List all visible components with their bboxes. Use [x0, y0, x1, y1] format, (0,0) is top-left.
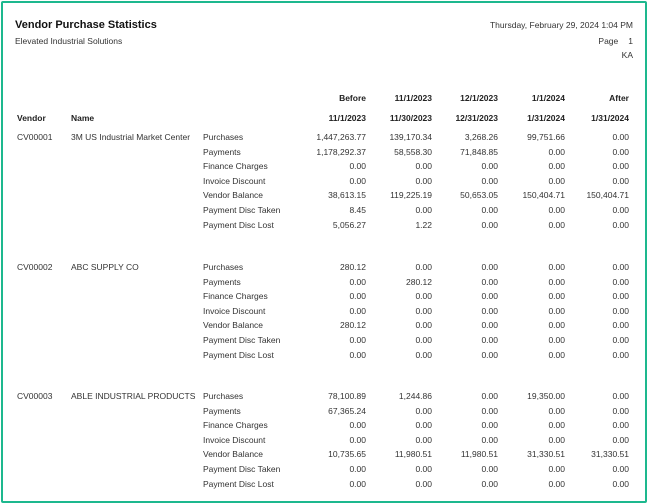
row-label: Vendor Balance [203, 190, 264, 201]
row-value: 0.00 [481, 464, 498, 474]
row-value: 0.00 [415, 262, 432, 272]
row-value: 0.00 [415, 320, 432, 331]
row-value: 0.00 [612, 205, 629, 215]
row-value: 0.00 [612, 262, 629, 272]
row-value: 0.00 [481, 205, 498, 215]
company-name: Elevated Industrial Solutions [15, 36, 123, 46]
row-label: Payment Disc Lost [203, 349, 274, 360]
row-value: 150,404.71 [586, 190, 629, 201]
row-value: 0.00 [548, 161, 565, 172]
row-label: Payment Disc Taken [203, 205, 281, 215]
row-value: 11,980.51 [394, 449, 432, 460]
row-value: 5,056.27 [332, 219, 366, 230]
row-value: 0.00 [349, 161, 366, 172]
user-initials: KA [621, 50, 633, 60]
row-label: Payment Disc Lost [203, 478, 274, 489]
column-header-period-1-bottom: 11/1/2023 [328, 113, 366, 123]
column-header-period-3-top: 12/1/2023 [460, 93, 498, 103]
row-value: 0.00 [349, 349, 366, 360]
page-number: 1 [628, 36, 633, 46]
row-value: 1,447,263.77 [316, 132, 366, 142]
row-label: Payments [203, 405, 241, 416]
row-value: 0.00 [612, 478, 629, 489]
row-value: 1,178,292.37 [316, 146, 366, 157]
row-value: 0.00 [612, 391, 629, 401]
row-value: 0.00 [548, 219, 565, 230]
row-value: 0.00 [481, 175, 498, 186]
row-value: 0.00 [612, 305, 629, 316]
column-header-period-1-top: Before [339, 93, 366, 103]
column-header-period-5-bottom: 1/31/2024 [591, 113, 629, 123]
row-value: 0.00 [349, 335, 366, 345]
vendor-name: 3M US Industrial Market Center [71, 132, 191, 142]
row-value: 0.00 [612, 161, 629, 172]
column-header-period-5-top: After [609, 93, 629, 103]
row-value: 0.00 [612, 420, 629, 431]
report-title: Vendor Purchase Statistics [15, 19, 157, 31]
row-value: 67,365.24 [328, 405, 366, 416]
row-value: 0.00 [612, 146, 629, 157]
row-value: 1.22 [415, 219, 432, 230]
row-value: 31,330.51 [527, 449, 565, 460]
row-value: 0.00 [481, 262, 498, 272]
row-value: 0.00 [415, 161, 432, 172]
row-value: 0.00 [349, 420, 366, 431]
row-label: Purchases [203, 391, 244, 401]
row-value: 0.00 [548, 464, 565, 474]
row-label: Purchases [203, 132, 244, 142]
vendor-name: ABC SUPPLY CO [71, 262, 139, 272]
row-value: 0.00 [481, 478, 498, 489]
row-value: 0.00 [548, 305, 565, 316]
row-value: 19,350.00 [527, 391, 565, 401]
page-label: Page [598, 36, 619, 46]
row-value: 139,170.34 [389, 132, 432, 142]
row-label: Purchases [203, 262, 244, 272]
row-label: Payments [203, 276, 241, 287]
row-value: 11,980.51 [460, 449, 498, 460]
vendor-id: CV00001 [17, 132, 53, 142]
row-value: 0.00 [548, 276, 565, 287]
row-value: 0.00 [481, 405, 498, 416]
row-value: 3,268.26 [464, 132, 498, 142]
row-value: 0.00 [548, 146, 565, 157]
row-value: 31,330.51 [591, 449, 629, 460]
column-header-period-2-top: 11/1/2023 [394, 93, 432, 103]
row-value: 0.00 [548, 262, 565, 272]
column-header-period-3-bottom: 12/31/2023 [455, 113, 498, 123]
row-value: 0.00 [612, 291, 629, 302]
row-value: 0.00 [415, 349, 432, 360]
column-header-name: Name [71, 113, 95, 123]
column-header-vendor: Vendor [17, 113, 46, 123]
row-label: Vendor Balance [203, 449, 264, 460]
row-value: 0.00 [415, 464, 432, 474]
row-value: 0.00 [612, 434, 629, 445]
row-label: Invoice Discount [203, 305, 266, 316]
row-label: Invoice Discount [203, 434, 266, 445]
row-value: 0.00 [349, 478, 366, 489]
row-value: 0.00 [612, 175, 629, 186]
row-value: 150,404.71 [522, 190, 565, 201]
row-value: 0.00 [548, 205, 565, 215]
row-value: 0.00 [548, 405, 565, 416]
page-indicator [598, 36, 633, 46]
row-value: 0.00 [481, 320, 498, 331]
row-value: 0.00 [349, 291, 366, 302]
row-value: 0.00 [349, 434, 366, 445]
row-value: 0.00 [415, 335, 432, 345]
row-label: Finance Charges [203, 420, 268, 431]
row-value: 0.00 [481, 219, 498, 230]
row-value: 0.00 [415, 478, 432, 489]
row-value: 0.00 [481, 420, 498, 431]
row-value: 0.00 [415, 434, 432, 445]
row-value: 0.00 [481, 276, 498, 287]
row-value: 78,100.89 [328, 391, 366, 401]
row-value: 0.00 [349, 276, 366, 287]
row-value: 280.12 [340, 320, 366, 331]
row-label: Payment Disc Taken [203, 464, 281, 474]
vendor-name: ABLE INDUSTRIAL PRODUCTS [71, 391, 196, 401]
row-label: Invoice Discount [203, 175, 266, 186]
row-value: 0.00 [415, 405, 432, 416]
row-value: 0.00 [349, 175, 366, 186]
row-value: 58,558.30 [394, 146, 432, 157]
row-value: 0.00 [548, 320, 565, 331]
row-value: 0.00 [415, 175, 432, 186]
row-value: 0.00 [481, 161, 498, 172]
row-value: 0.00 [548, 349, 565, 360]
row-value: 0.00 [612, 464, 629, 474]
row-value: 0.00 [349, 464, 366, 474]
row-value: 1,244.86 [398, 391, 432, 401]
row-value: 0.00 [548, 478, 565, 489]
row-label: Payments [203, 146, 241, 157]
row-value: 0.00 [415, 420, 432, 431]
row-value: 8.45 [349, 205, 366, 215]
row-value: 0.00 [548, 420, 565, 431]
report-datetime: Thursday, February 29, 2024 1:04 PM [489, 20, 633, 30]
row-value: 0.00 [548, 291, 565, 302]
row-value: 0.00 [481, 391, 498, 401]
row-value: 10,735.65 [328, 449, 366, 460]
row-label: Finance Charges [203, 161, 268, 172]
row-value: 119,225.19 [390, 190, 432, 201]
column-header-period-4-bottom: 1/31/2024 [527, 113, 565, 123]
row-value: 0.00 [612, 132, 629, 142]
row-value: 50,653.05 [460, 190, 498, 201]
row-value: 0.00 [612, 335, 629, 345]
vendor-id: CV00003 [17, 391, 53, 401]
row-value: 0.00 [481, 305, 498, 316]
column-header-period-4-top: 1/1/2024 [531, 93, 565, 103]
row-value: 0.00 [481, 349, 498, 360]
row-value: 0.00 [548, 175, 565, 186]
row-value: 280.12 [340, 262, 366, 272]
row-value: 71,848.85 [460, 146, 498, 157]
row-value: 280.12 [406, 276, 432, 287]
row-value: 0.00 [612, 349, 629, 360]
row-label: Payment Disc Taken [203, 335, 281, 345]
row-value: 0.00 [481, 291, 498, 302]
row-value: 0.00 [349, 305, 366, 316]
report-frame [1, 1, 647, 503]
row-value: 0.00 [612, 219, 629, 230]
row-value: 99,751.66 [527, 132, 565, 142]
column-header-period-2-bottom: 11/30/2023 [389, 113, 432, 123]
row-label: Vendor Balance [203, 320, 264, 331]
row-value: 0.00 [612, 405, 629, 416]
row-value: 0.00 [481, 434, 498, 445]
row-value: 0.00 [612, 276, 629, 287]
vendor-id: CV00002 [17, 262, 53, 272]
row-value: 0.00 [481, 335, 498, 345]
row-value: 0.00 [548, 335, 565, 345]
row-label: Finance Charges [203, 291, 268, 302]
row-value: 0.00 [415, 205, 432, 215]
row-value: 0.00 [415, 305, 432, 316]
row-value: 0.00 [548, 434, 565, 445]
row-value: 0.00 [415, 291, 432, 302]
row-label: Payment Disc Lost [203, 219, 274, 230]
row-value: 0.00 [612, 320, 629, 331]
row-value: 38,613.15 [328, 190, 366, 201]
